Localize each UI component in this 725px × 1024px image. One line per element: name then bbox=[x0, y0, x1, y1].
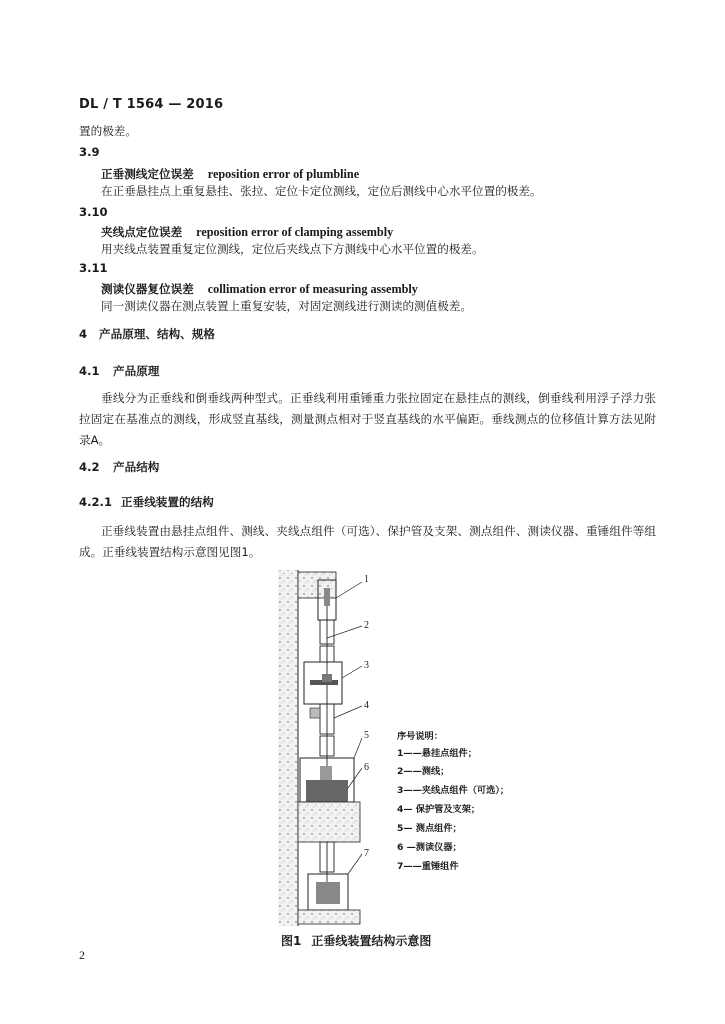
section-number: 4.2.1 bbox=[79, 495, 113, 509]
legend-title: 序号说明： bbox=[397, 731, 443, 742]
section-title: 产品原理 bbox=[113, 364, 160, 378]
legend-item: 5— 测点组件； bbox=[397, 823, 462, 834]
section-number: 4.1 bbox=[79, 364, 100, 378]
callout-label: 6 bbox=[364, 762, 369, 773]
section-heading-4-1 bbox=[79, 363, 159, 379]
term-title-cn: 正垂测线定位误差 bbox=[101, 167, 194, 181]
page-number: 2 bbox=[79, 948, 85, 962]
legend-item: 2——测线； bbox=[397, 766, 450, 777]
section-heading-4 bbox=[79, 326, 215, 342]
term-number: 3.9 bbox=[79, 145, 100, 159]
legend-item: 1——悬挂点组件； bbox=[397, 748, 477, 759]
section-title: 正垂线装置的结构 bbox=[121, 495, 214, 509]
section-title: 产品原理、结构、规格 bbox=[99, 327, 215, 341]
figure-number: 图1 bbox=[281, 934, 302, 948]
figure-caption-text: 正垂线装置结构示意图 bbox=[311, 934, 432, 948]
term-title bbox=[101, 166, 359, 182]
term-title-en: reposition error of clamping assembly bbox=[196, 225, 394, 239]
term-title-en: reposition error of plumbline bbox=[207, 167, 360, 181]
section-heading-4-2 bbox=[79, 459, 159, 475]
measuring-instrument bbox=[306, 780, 348, 802]
document-number-header: DL / T 1564 — 2016 bbox=[79, 97, 224, 112]
legend-item: 3——夹线点组件（可选）； bbox=[397, 785, 510, 796]
legend-item: 4— 保护管及支架； bbox=[397, 804, 481, 815]
term-number: 3.11 bbox=[79, 261, 108, 275]
section-title: 产品结构 bbox=[113, 460, 160, 474]
term-definition: 用夹线点装置重复定位测线，定位后夹线点下方测线中心水平位置的极差。 bbox=[101, 242, 484, 256]
term-title-cn: 测读仪器复位误差 bbox=[101, 282, 194, 296]
wall bbox=[278, 570, 298, 926]
section-number: 4.2 bbox=[79, 460, 100, 474]
callout-label: 7 bbox=[364, 848, 369, 859]
term-number: 3.10 bbox=[79, 205, 108, 219]
term-title-en: collimation error of measuring assembly bbox=[207, 282, 418, 296]
figure-caption bbox=[281, 932, 431, 949]
section-heading-4-2-1 bbox=[79, 494, 214, 510]
section-number: 4 bbox=[79, 327, 88, 341]
callout-label: 1 bbox=[364, 574, 369, 585]
callout-label: 2 bbox=[364, 620, 369, 631]
structure-paragraph: 正垂线装置由悬挂点组件、测线、夹线点组件（可选）、保护管及支架、测点组件、测读仪器、重锤组件等组成。正垂线装置结构示意图见图1。 bbox=[79, 524, 656, 559]
callout-label: 4 bbox=[364, 700, 369, 711]
callout-label: 5 bbox=[364, 730, 369, 741]
principle-paragraph: 垂线分为正垂线和倒垂线两种型式。正垂线利用重锤重力张拉固定在悬挂点的测线，倒垂线利用浮子浮力张拉固定在基准点的测线，形成竖直基线，测量测点相对于竖直基线的水平偏距。垂线测点的位移值计算方法见附录A。 bbox=[79, 391, 656, 447]
legend-item: 7——重锤组件 bbox=[397, 861, 459, 872]
term-title bbox=[101, 224, 393, 240]
term-title-cn: 夹线点定位误差 bbox=[101, 225, 183, 239]
legend-item: 6 —测读仪器； bbox=[397, 842, 462, 853]
intro-fragment: 置的极差。 bbox=[79, 124, 137, 138]
term-title bbox=[101, 281, 418, 297]
callout-label: 3 bbox=[364, 660, 369, 671]
term-definition: 在正垂悬挂点上重复悬挂、张拉、定位卡定位测线，定位后测线中心水平位置的极差。 bbox=[101, 184, 542, 198]
term-definition: 同一测读仪器在测点装置上重复安装，对固定测线进行测读的测值极差。 bbox=[101, 299, 473, 313]
